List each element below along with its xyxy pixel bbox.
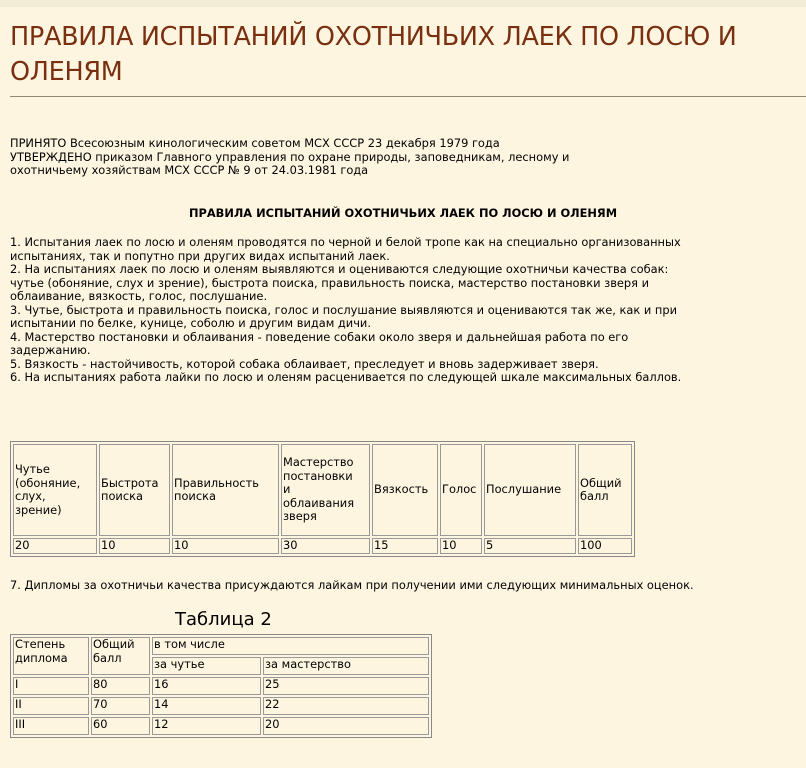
page-title <box>10 20 800 90</box>
rules-line: испытании по белке, кунице, соболю и другим видам дичи. <box>10 316 371 330</box>
header-including: в том числе <box>152 637 429 655</box>
cell-scent: 12 <box>152 717 261 735</box>
table-row <box>13 538 632 554</box>
header-scent: за чутье <box>152 657 261 675</box>
table-row <box>13 717 429 735</box>
cell-degree: III <box>13 717 89 735</box>
table-header-row <box>13 444 632 536</box>
approval-line: ПРИНЯТО Всесоюзным кинологическим советом МСХ СССР 23 декабря 1979 года <box>10 136 500 150</box>
rules-line: 3. Чутье, быстрота и правильность поиска, голос и послушание выявляются и оцениваются так же, как и при <box>10 302 678 317</box>
table-row <box>13 697 429 715</box>
value-scent: 20 <box>13 538 97 554</box>
approval-info <box>10 137 800 178</box>
cell-degree: I <box>13 677 89 695</box>
table-2-caption: Таблица 2 <box>175 609 272 630</box>
header-mastery: за мастерство <box>263 657 429 675</box>
value-voice: 10 <box>440 538 482 554</box>
cell-scent: 14 <box>152 697 261 715</box>
cell-total: 60 <box>91 717 150 735</box>
rules-line: 6. На испытаниях работа лайки по лосю и оленям расценивается по следующей шкале максимальных баллов. <box>10 370 682 384</box>
top-strip <box>0 0 806 7</box>
rules-line: 5. Вязкость - настойчивость, которой собака облаивает, преследует и вновь задерживает зверя. <box>10 356 599 371</box>
title-divider <box>10 96 806 97</box>
cell-mastery: 20 <box>263 717 429 735</box>
table-header-row <box>13 637 429 655</box>
header-speed: Быстрота поиска <box>99 444 170 536</box>
cell-total: 70 <box>91 697 150 715</box>
rules-text <box>10 236 806 385</box>
section-heading: ПРАВИЛА ИСПЫТАНИЙ ОХОТНИЧЬИХ ЛАЕК ПО ЛОСЮ И ОЛЕНЯМ <box>188 206 618 220</box>
header-voice: Голос <box>440 444 482 536</box>
value-total: 100 <box>578 538 632 554</box>
header-accuracy: Правильность поиска <box>172 444 279 536</box>
rules-line: облаивание, вязкость, голос, послушание. <box>10 289 268 303</box>
title-line-1: ПРАВИЛА ИСПЫТАНИЙ ОХОТНИЧЬИХ ЛАЕК ПО ЛОСЮ И <box>10 22 737 52</box>
header-scent: Чутье (обоняние, слух, зрение) <box>13 444 97 536</box>
max-scores-table <box>10 441 635 557</box>
header-tenacity: Вязкость <box>372 444 438 536</box>
title-line-2: ОЛЕНЯМ <box>10 57 123 87</box>
approval-line: УТВЕРЖДЕНО приказом Главного управления по охране природы, заповедникам, лесному и <box>10 149 570 164</box>
header-total: Общий балл <box>578 444 632 536</box>
table-row <box>13 677 429 695</box>
header-degree: Степень диплома <box>13 637 89 675</box>
rules-line: 4. Мастерство постановки и облаивания - поведение собаки около зверя и дальнейшая работа по его <box>10 329 629 344</box>
header-total: Общий балл <box>91 637 150 675</box>
cell-mastery: 25 <box>263 677 429 695</box>
rules-line: чутье (обоняние, слух и зрение), быстрота поиска, правильность поиска, мастерство постановки зверя и <box>10 275 650 290</box>
header-mastery: Мастерство постановки и облаивания зверя <box>281 444 370 536</box>
approval-line: охотничьему хозяйствам МСХ СССР № 9 от 24.03.1981 года <box>10 163 369 177</box>
cell-degree: II <box>13 697 89 715</box>
value-accuracy: 10 <box>172 538 279 554</box>
cell-scent: 16 <box>152 677 261 695</box>
diploma-table <box>10 634 432 738</box>
paragraph-7: 7. Дипломы за охотничьи качества присуждаются лайкам при получении ими следующих минимальных оценок. <box>10 578 694 592</box>
value-mastery: 30 <box>281 538 370 554</box>
rules-line: испытаниях, так и попутно при других видах испытаний лаек. <box>10 248 390 263</box>
value-speed: 10 <box>99 538 170 554</box>
rules-line: 1. Испытания лаек по лосю и оленям проводятся по черной и белой тропе как на специально организованных <box>10 235 681 249</box>
rules-line: задержанию. <box>10 343 91 357</box>
cell-total: 80 <box>91 677 150 695</box>
header-obedience: Послушание <box>484 444 576 536</box>
value-obedience: 5 <box>484 538 576 554</box>
cell-mastery: 22 <box>263 697 429 715</box>
rules-line: 2. На испытаниях лаек по лосю и оленям выявляются и оцениваются следующие охотничьи качества собак: <box>10 262 669 276</box>
value-tenacity: 15 <box>372 538 438 554</box>
